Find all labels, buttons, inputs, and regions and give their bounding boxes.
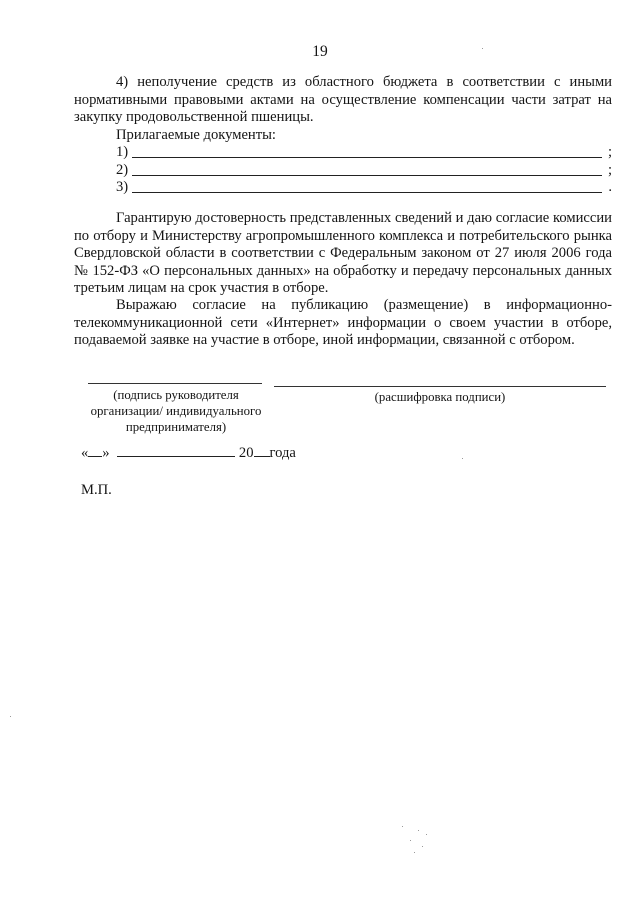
paragraph-item-4 xyxy=(74,74,612,127)
date-close-quote: » xyxy=(102,445,110,461)
attached-document-number: 1) xyxy=(116,144,129,160)
year-suffix: года xyxy=(269,445,296,461)
signature-caption-line: предпринимателя) xyxy=(125,420,227,434)
scan-speck xyxy=(422,846,423,847)
attached-document-line xyxy=(116,143,612,161)
paragraph-consent-text: Выражаю согласие на публикацию (размещение) в информационно-телекоммуникационной сети «Интернет» информации о своем участии в отборе, подаваемой заявке на участие в отборе, иной информации, связанной с отбором. xyxy=(74,297,612,349)
scan-speck xyxy=(426,834,427,835)
signature-transcript-line xyxy=(274,386,606,387)
paragraph-item-4-text: 4) неполучение средств из областного бюджета в соответствии с иными нормативными правовыми актами на осуществление компенсации части затрат на закупку продовольственной пшеницы. xyxy=(74,74,612,126)
scan-speck xyxy=(414,852,415,853)
signature-caption-line: (подпись руководителя xyxy=(113,388,239,402)
attached-document-line xyxy=(116,178,612,196)
date-line xyxy=(81,444,296,462)
year-prefix: 20 xyxy=(238,445,254,461)
attached-documents-heading: Прилагаемые документы: xyxy=(116,127,276,143)
signature-transcript-caption: (расшифровка подписи) xyxy=(374,390,506,404)
scan-speck xyxy=(462,458,463,459)
day-blank xyxy=(88,444,102,457)
attached-document-ending: ; xyxy=(607,144,612,160)
paragraph-consent xyxy=(74,297,612,350)
signature-caption-line: организации/ индивидуального xyxy=(90,404,262,418)
date-open-quote: « xyxy=(81,445,89,461)
year-blank xyxy=(254,444,270,457)
attached-document-ending: ; xyxy=(607,162,612,178)
fill-in-underline xyxy=(132,175,602,176)
paragraph-guarantee-text: Гарантирую достоверность представленных сведений и даю согласие комиссии по отбору и Министерству агропромышленного комплекса и потребительского рынка Свердловской области в соответствии с Федеральным законом от 27 июля 2006 года № 152-ФЗ «О персональных данных» на обработку и передачу персональных данных третьим лицам на срок участия в отборе. xyxy=(74,210,612,297)
attached-document-ending: . xyxy=(608,179,612,195)
attached-document-number: 3) xyxy=(116,179,129,195)
scan-speck xyxy=(482,48,483,49)
scan-speck xyxy=(10,716,11,717)
scan-speck xyxy=(410,840,411,841)
stamp-label: М.П. xyxy=(81,482,112,498)
scan-speck xyxy=(418,830,419,831)
page-number: 19 xyxy=(312,43,328,60)
fill-in-underline xyxy=(132,192,602,193)
fill-in-underline xyxy=(132,157,602,158)
month-blank xyxy=(117,444,235,457)
signature-caption xyxy=(76,387,276,435)
attached-document-line xyxy=(116,161,612,179)
signature-line xyxy=(88,383,262,384)
scan-speck xyxy=(402,826,403,827)
paragraph-guarantee xyxy=(74,210,612,298)
attached-document-number: 2) xyxy=(116,162,129,178)
